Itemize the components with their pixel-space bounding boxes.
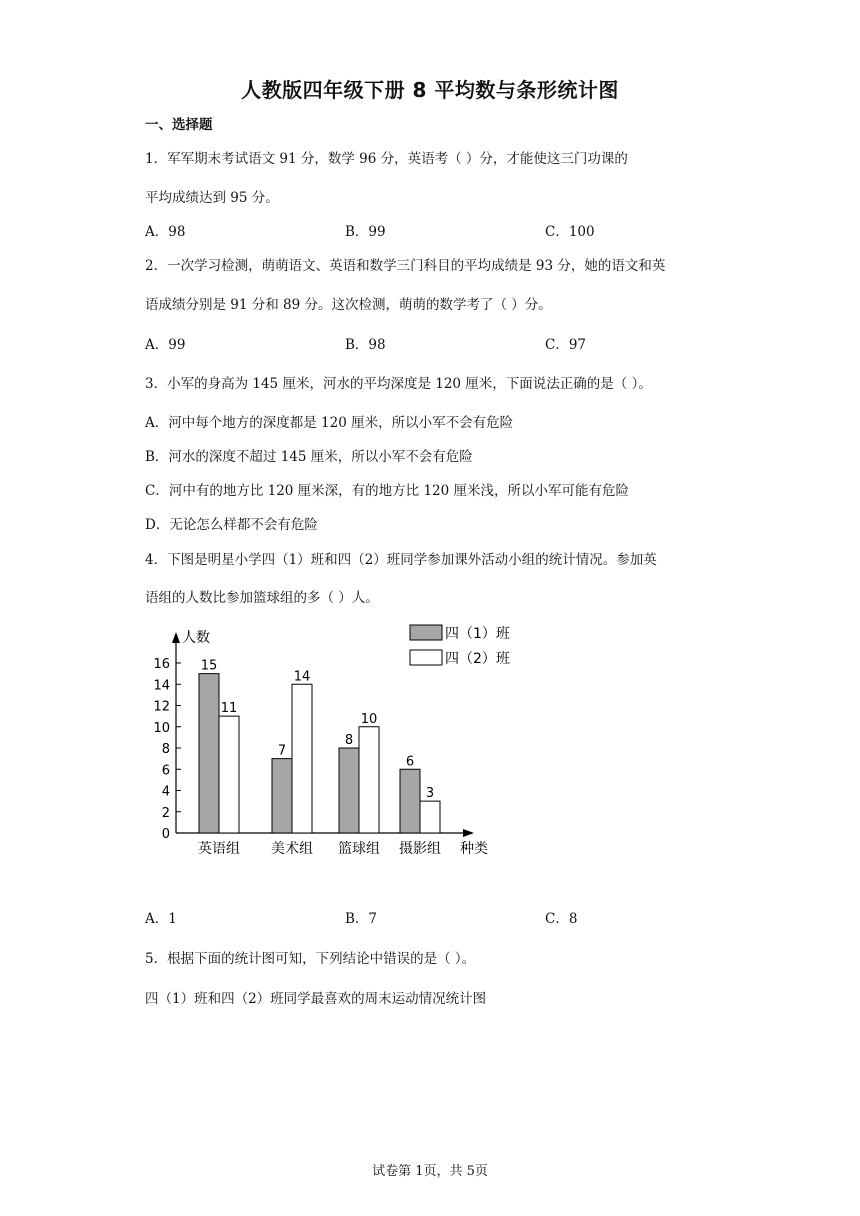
- question-3-option-c: C．河中有的地方比 120 厘米深，有的地方比 120 厘米浅，所以小军可能有危险: [145, 483, 630, 499]
- bar: [219, 716, 239, 833]
- y-tick-label: 16: [153, 657, 170, 672]
- question-3-option-d: D．无论怎么样都不会有危险: [145, 517, 318, 533]
- legend-swatch: [410, 650, 442, 665]
- bar-value-label: 8: [344, 733, 354, 748]
- bar-value-label: 6: [405, 754, 415, 770]
- bar-value-label: 7: [277, 743, 287, 759]
- legend-label: 四（1）班: [445, 626, 510, 642]
- bar: [400, 769, 420, 833]
- question-1-text-line2: 平均成绩达到 95 分。: [145, 190, 279, 206]
- legend-swatch: [410, 625, 442, 640]
- category-label: 篮球组: [338, 841, 380, 857]
- bar: [359, 727, 379, 833]
- bar-value-label: 15: [200, 658, 218, 674]
- legend-label: 四（2）班: [445, 651, 510, 667]
- bar: [272, 759, 292, 833]
- question-3-text: 3．小军的身高为 145 厘米，河水的平均深度是 120 厘米，下面说法正确的是（ ）。: [145, 376, 652, 392]
- page-title: 人教版四年级下册 8 平均数与条形统计图: [241, 78, 619, 102]
- page-footer: 试卷第 1页，共 5页: [372, 1164, 488, 1179]
- category-label: 英语组: [198, 841, 240, 857]
- category-label: 美术组: [271, 841, 313, 857]
- bar: [420, 801, 440, 833]
- y-tick-label: 14: [153, 678, 170, 694]
- question-3-option-b: B．河水的深度不超过 145 厘米，所以小军不会有危险: [145, 449, 473, 465]
- question-1-option-b: B．99: [345, 224, 386, 240]
- question-1-option-a: A．98: [145, 224, 186, 240]
- question-5-chart-caption: 四（1）班和四（2）班同学最喜欢的周末运动情况统计图: [145, 991, 487, 1007]
- question-2-text-line1: 2．一次学习检测，萌萌语文、英语和数学三门科目的平均成绩是 93 分，她的语文和英: [145, 258, 666, 274]
- question-4-option-c: C．8: [545, 911, 578, 927]
- bar: [199, 674, 219, 833]
- question-4-option-a: A．1: [145, 911, 177, 927]
- y-tick-label: 8: [161, 742, 170, 757]
- bar-value-label: 3: [425, 786, 435, 802]
- y-tick-label: 2: [161, 805, 170, 821]
- question-1-text-line1: 1．军军期末考试语文 91 分，数学 96 分，英语考（ ）分，才能使这三门功课的: [145, 151, 628, 167]
- bar-value-label: 10: [360, 711, 378, 727]
- question-5-text: 5．根据下面的统计图可知，下列结论中错误的是（ ）。: [145, 951, 476, 967]
- x-axis-arrow: [463, 829, 474, 837]
- question-4-text-line1: 4．下图是明星小学四（1）班和四（2）班同学参加课外活动小组的统计情况。参加英: [145, 552, 657, 568]
- question-2-option-a: A．99: [145, 337, 186, 353]
- y-tick-label: 10: [153, 720, 170, 736]
- question-4-text-line2: 语组的人数比参加篮球组的多（ ）人。: [145, 590, 379, 606]
- section-heading: 一、选择题: [145, 117, 213, 133]
- bar: [339, 748, 359, 833]
- y-tick-label: 12: [153, 699, 170, 715]
- question-4-option-b: B．7: [345, 911, 378, 927]
- question-2-option-b: B．98: [345, 337, 386, 353]
- y-axis-arrow: [172, 632, 180, 643]
- question-2-option-c: C．97: [545, 337, 587, 353]
- category-label: 摄影组: [399, 841, 441, 857]
- question-1-option-c: C．100: [545, 224, 595, 240]
- y-tick-label: 4: [161, 784, 170, 800]
- y-axis-label: 人数: [182, 630, 210, 646]
- x-axis-label: 种类: [460, 841, 488, 857]
- bar-value-label: 11: [220, 701, 238, 717]
- bar-chart: [145, 615, 525, 865]
- bar: [292, 684, 312, 833]
- bar-value-label: 14: [293, 669, 311, 685]
- question-2-text-line2: 语成绩分别是 91 分和 89 分。这次检测，萌萌的数学考了（ ）分。: [145, 297, 552, 313]
- y-tick-label: 6: [161, 763, 170, 779]
- question-3-option-a: A．河中每个地方的深度都是 120 厘米，所以小军不会有危险: [145, 415, 514, 431]
- y-tick-label: 0: [161, 827, 170, 842]
